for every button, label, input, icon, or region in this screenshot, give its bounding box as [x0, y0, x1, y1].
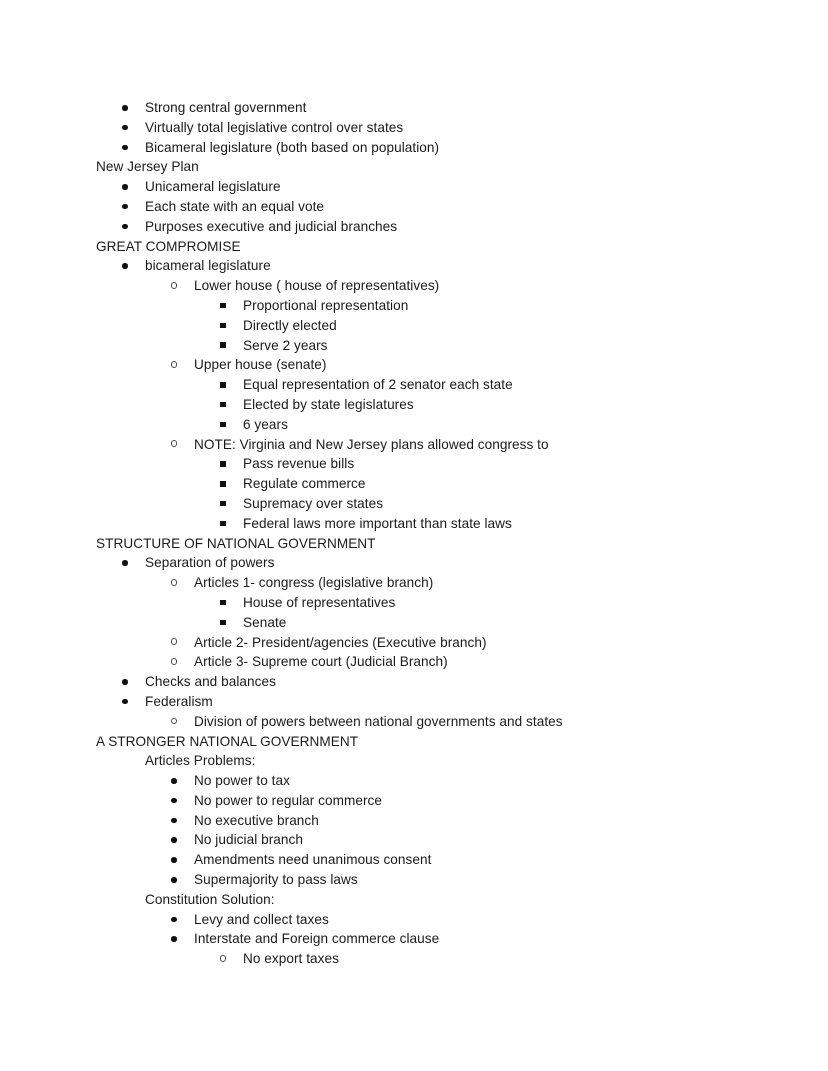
outline-line-text: Checks and balances: [145, 674, 276, 690]
bullet-circle-icon: [168, 276, 180, 296]
bullet-disc-icon: [168, 910, 180, 930]
bullet-disc-icon: [119, 177, 131, 197]
outline-line-text: Amendments need unanimous consent: [194, 852, 432, 868]
outline-line: [0, 375, 828, 395]
outline-line: [0, 573, 828, 593]
outline-line: [0, 98, 828, 118]
outline-line-text: No power to tax: [194, 773, 290, 789]
bullet-circle-icon: [168, 355, 180, 375]
outline-line-text: Levy and collect taxes: [194, 911, 329, 927]
bullet-square-icon: [217, 593, 229, 613]
outline-line: [0, 336, 828, 356]
outline-list: [0, 98, 828, 969]
outline-line-text: Separation of powers: [145, 555, 275, 571]
outline-line: [0, 949, 828, 969]
outline-line-text: No power to regular commerce: [194, 792, 383, 808]
outline-line-text: No executive branch: [194, 812, 319, 828]
bullet-disc-icon: [168, 870, 180, 890]
outline-line-text: Proportional representation: [243, 297, 409, 313]
outline-line: [0, 237, 828, 257]
outline-line-text: Unicameral legislature: [145, 179, 281, 195]
bullet-square-icon: [217, 514, 229, 534]
bullet-square-icon: [217, 296, 229, 316]
bullet-square-icon: [217, 494, 229, 514]
outline-line: [0, 870, 828, 890]
outline-line-text: Strong central government: [145, 100, 307, 115]
outline-line-text: Each state with an equal vote: [145, 198, 325, 214]
outline-line-text: Regulate commerce: [243, 476, 366, 492]
outline-line-text: Article 3- Supreme court (Judicial Branch): [194, 654, 448, 670]
bullet-square-icon: [217, 454, 229, 474]
bullet-disc-icon: [119, 138, 131, 158]
outline-line-text: Lower house ( house of representatives): [194, 278, 440, 294]
outline-line-text: Directly elected: [243, 317, 337, 333]
outline-line-text: Senate: [243, 614, 287, 630]
outline-line: [0, 454, 828, 474]
outline-line: [0, 157, 828, 177]
bullet-circle-icon: [168, 573, 180, 593]
outline-line-text: 6 years: [243, 416, 288, 432]
outline-line-text: Articles 1- congress (legislative branch): [194, 575, 434, 591]
outline-line: [0, 593, 828, 613]
outline-line-text: Equal representation of 2 senator each state: [243, 377, 513, 393]
outline-line: [0, 830, 828, 850]
bullet-disc-icon: [119, 118, 131, 138]
outline-line: [0, 534, 828, 554]
bullet-circle-icon: [168, 652, 180, 672]
outline-line-text: Interstate and Foreign commerce clause: [194, 931, 440, 947]
bullet-square-icon: [217, 395, 229, 415]
bullet-disc-icon: [168, 811, 180, 831]
outline-line-text: Upper house (senate): [194, 357, 327, 373]
outline-line-text: No judicial branch: [194, 832, 303, 848]
outline-line-text: Federal laws more important than state laws: [243, 515, 512, 531]
outline-line-text: New Jersey Plan: [96, 159, 199, 175]
outline-line: [0, 177, 828, 197]
outline-line-text: Article 2- President/agencies (Executive branch): [194, 634, 487, 650]
outline-line: [0, 633, 828, 653]
outline-line-text: STRUCTURE OF NATIONAL GOVERNMENT: [96, 535, 376, 551]
bullet-disc-icon: [168, 771, 180, 791]
outline-line: [0, 652, 828, 672]
outline-line: [0, 712, 828, 732]
outline-line: [0, 197, 828, 217]
outline-line-text: Supremacy over states: [243, 495, 384, 511]
bullet-square-icon: [217, 316, 229, 336]
outline-line: [0, 929, 828, 949]
outline-line-text: A STRONGER NATIONAL GOVERNMENT: [96, 733, 359, 749]
bullet-disc-icon: [168, 929, 180, 949]
bullet-circle-icon: [168, 435, 180, 455]
outline-line: [0, 692, 828, 712]
outline-line: [0, 672, 828, 692]
outline-line-text: Articles Problems:: [145, 753, 256, 769]
outline-line: [0, 553, 828, 573]
bullet-circle-icon: [168, 712, 180, 732]
outline-line: [0, 138, 828, 158]
outline-line: [0, 474, 828, 494]
outline-line: [0, 514, 828, 534]
outline-line: [0, 494, 828, 514]
outline-line: [0, 732, 828, 752]
bullet-disc-icon: [119, 197, 131, 217]
outline-line: [0, 395, 828, 415]
outline-line: [0, 415, 828, 435]
outline-line-text: Supermajority to pass laws: [194, 872, 358, 888]
outline-line: [0, 811, 828, 831]
outline-line: [0, 771, 828, 791]
outline-line: [0, 118, 828, 138]
bullet-disc-icon: [119, 692, 131, 712]
bullet-square-icon: [217, 336, 229, 356]
outline-line: [0, 791, 828, 811]
outline-line-text: Purposes executive and judicial branches: [145, 218, 398, 234]
outline-line: [0, 751, 828, 771]
outline-line: [0, 850, 828, 870]
bullet-square-icon: [217, 613, 229, 633]
outline-line: [0, 355, 828, 375]
outline-line-text: House of representatives: [243, 594, 396, 610]
bullet-disc-icon: [119, 256, 131, 276]
outline-line-text: Serve 2 years: [243, 337, 328, 353]
bullet-disc-icon: [119, 672, 131, 692]
outline-line: [0, 435, 828, 455]
outline-line: [0, 256, 828, 276]
bullet-disc-icon: [119, 98, 131, 118]
outline-line: [0, 910, 828, 930]
outline-line-text: Constitution Solution:: [145, 891, 275, 907]
bullet-square-icon: [217, 474, 229, 494]
outline-line-text: bicameral legislature: [145, 258, 271, 274]
outline-line-text: Virtually total legislative control over states: [145, 119, 404, 135]
outline-line: [0, 296, 828, 316]
outline-line-text: Elected by state legislatures: [243, 396, 414, 412]
bullet-disc-icon: [168, 791, 180, 811]
outline-line-text: No export taxes: [243, 951, 339, 967]
bullet-circle-icon: [168, 633, 180, 653]
outline-line: [0, 217, 828, 237]
outline-line-text: GREAT COMPROMISE: [96, 238, 241, 254]
bullet-disc-icon: [119, 553, 131, 573]
outline-line-text: Bicameral legislature (both based on population): [145, 139, 440, 155]
outline-line: [0, 316, 828, 336]
outline-line-text: NOTE: Virginia and New Jersey plans allowed congress to: [194, 436, 549, 452]
outline-line-text: Division of powers between national governments and states: [194, 713, 563, 729]
outline-line-text: Pass revenue bills: [243, 456, 355, 472]
bullet-square-icon: [217, 415, 229, 435]
bullet-square-icon: [217, 375, 229, 395]
bullet-circle-icon: [217, 949, 229, 969]
bullet-disc-icon: [119, 217, 131, 237]
outline-line: [0, 276, 828, 296]
outline-line: [0, 890, 828, 910]
bullet-disc-icon: [168, 830, 180, 850]
bullet-disc-icon: [168, 850, 180, 870]
outline-line-text: Federalism: [145, 693, 213, 709]
outline-line: [0, 613, 828, 633]
